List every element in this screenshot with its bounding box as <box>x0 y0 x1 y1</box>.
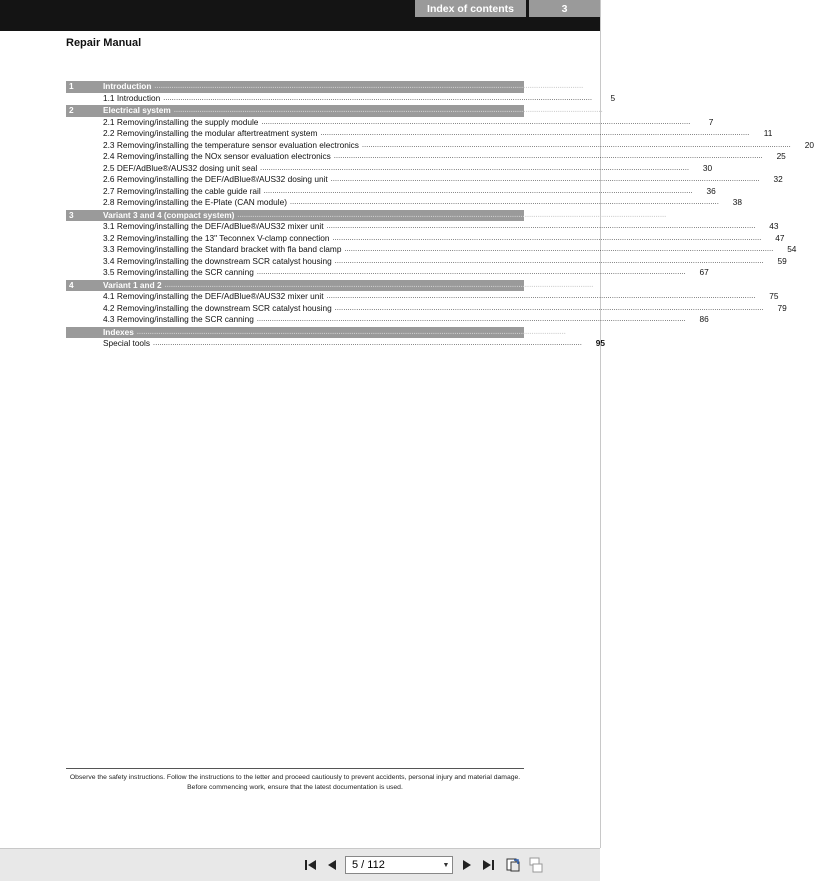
toc-dot-leader: ........................................................................................................................................................................................................ <box>256 269 686 276</box>
toc-page-number: 32 <box>773 174 783 184</box>
toc-entry-title: 2.1 Removing/installing the supply module <box>103 116 259 127</box>
toc-entry-title: 2.7 Removing/installing the cable guide rail <box>103 185 261 196</box>
toc-page-number: 43 <box>680 209 690 220</box>
toc-entry-row[interactable] <box>66 116 714 129</box>
toc-entry-row[interactable] <box>66 314 709 326</box>
toc-chapter-number: 4 <box>69 279 74 290</box>
toc-page-number: 11 <box>763 128 773 138</box>
toc-entry-title: 1.1 Introduction <box>103 92 161 103</box>
toc-page-number: 86 <box>699 314 709 324</box>
toc-page-number: 47 <box>775 232 785 243</box>
page-indicator: 5 / 112 <box>352 859 385 871</box>
last-page-icon[interactable] <box>480 857 496 873</box>
toc-dot-leader: ........................................................................................................................................................................................................ <box>334 304 764 312</box>
toc-entry-title: Special tools <box>103 338 151 348</box>
toc-chapter-row[interactable] <box>66 104 626 117</box>
toc-page-number: 5 <box>601 81 607 91</box>
toc-page-number: 43 <box>769 221 779 231</box>
toc-chapter-row[interactable] <box>66 209 690 222</box>
toc-page-number: 67 <box>699 267 709 277</box>
toc-dot-leader: ........................................................................................................................................................................................................ <box>320 130 750 137</box>
toc-dot-leader: ........................................................................................................................................................................................................ <box>263 187 693 195</box>
fit-page-icon[interactable] <box>505 857 521 873</box>
toc-entry-row[interactable] <box>66 291 779 303</box>
toc-dot-leader: ........................................................................................................................................................................................................ <box>260 164 690 172</box>
page-number: 3 <box>529 0 600 17</box>
toc-entry-title: Variant 1 and 2 <box>103 279 162 290</box>
toc-entry-row[interactable] <box>66 221 779 233</box>
toc-entry-title: 4.1 Removing/installing the DEF/AdBlue®/AUS32 mixer unit <box>103 291 324 301</box>
toc-entry-title: 4.2 Removing/installing the downstream SCR catalyst housing <box>103 302 332 313</box>
page-selector[interactable] <box>345 856 453 874</box>
toc-page-number: 5 <box>610 92 616 103</box>
toc-dot-leader: ........................................................................................................................................................................................................ <box>290 199 719 206</box>
toc-dot-leader: ........................................................................................................................................................................................................ <box>334 257 764 265</box>
toc-entry-row[interactable] <box>66 267 709 279</box>
toc-dot-leader: ........................................................................................................................................................................................................ <box>256 316 686 323</box>
toc-chapter-row[interactable] <box>66 326 589 339</box>
toc-entry-row[interactable] <box>66 185 716 198</box>
section-title: Index of contents <box>415 0 526 17</box>
toc-dot-leader: ........................................................................................................................................................................................................ <box>330 176 760 183</box>
continuous-view-icon[interactable] <box>528 857 544 873</box>
toc-entry-row[interactable] <box>66 174 783 186</box>
table-of-contents <box>66 80 814 350</box>
toc-entry-title: 2.3 Removing/installing the temperature sensor evaluation electronics <box>103 139 359 150</box>
toc-entry-title: Electrical system <box>103 105 171 115</box>
toc-entry-title: 3.5 Removing/installing the SCR canning <box>103 267 254 277</box>
toc-entry-title: 4.3 Removing/installing the SCR canning <box>103 314 254 324</box>
footer-divider <box>66 768 524 769</box>
toc-dot-leader: ........................................................................................................................................................................................................ <box>153 340 583 347</box>
toc-page-number: 36 <box>706 185 716 196</box>
toc-dot-leader: ........................................................................................................................................................................................................ <box>163 94 593 102</box>
toc-chapter-number: 3 <box>69 209 74 220</box>
toc-dot-leader: ........................................................................................................................................................................................................ <box>136 328 566 336</box>
toc-chapter-number: 1 <box>69 81 74 91</box>
toc-entry-title: 2.5 DEF/AdBlue®/AUS32 dosing unit seal <box>103 162 258 173</box>
toc-entry-title: Introduction <box>103 81 152 91</box>
toc-page-number: 95 <box>595 338 606 348</box>
toc-entry-row[interactable] <box>66 162 713 175</box>
toc-page-number: 7 <box>621 105 626 115</box>
toc-entry-title: 3.1 Removing/installing the DEF/AdBlue®/AUS32 mixer unit <box>103 221 324 231</box>
first-page-icon[interactable] <box>303 857 319 873</box>
toc-dot-leader: ........................................................................................................................................................................................................ <box>326 293 756 300</box>
pdf-viewer-toolbar <box>0 848 600 881</box>
toc-entry-row[interactable] <box>66 139 814 152</box>
toc-entry-row[interactable] <box>66 232 785 245</box>
toc-entry-row[interactable] <box>66 128 773 140</box>
toc-dot-leader: ........................................................................................................................................................................................................ <box>333 153 763 160</box>
toc-dot-leader: ........................................................................................................................................................................................................ <box>326 223 756 230</box>
toc-page-number: 75 <box>607 279 617 290</box>
toc-page-number: 38 <box>732 197 742 207</box>
toc-entry-title: 3.3 Removing/installing the Standard bracket with fla band clamp <box>103 244 342 254</box>
toc-dot-leader: ........................................................................................................................................................................................................ <box>173 107 603 114</box>
toc-entry-row[interactable] <box>66 151 786 163</box>
toc-dot-leader: ........................................................................................................................................................................................................ <box>237 211 667 219</box>
toc-entry-row[interactable] <box>66 92 616 105</box>
toc-entry-row[interactable] <box>66 197 742 209</box>
safety-note: Observe the safety instructions. Follow the instructions to the letter and proceed cautiously to prevent accidents, personal injury and material damage. Before commencing work, ensure that the latest documentation is used. <box>69 774 521 791</box>
toc-chapter-number: 2 <box>69 105 74 115</box>
toc-entry-title: 2.8 Removing/installing the E-Plate (CAN module) <box>103 197 287 207</box>
chevron-down-icon[interactable]: ▼ <box>442 861 450 869</box>
toc-entry-row[interactable] <box>66 255 787 268</box>
toc-entry-row[interactable] <box>66 338 606 350</box>
document-title: Repair Manual <box>66 37 142 49</box>
toc-entry-row[interactable] <box>66 244 797 256</box>
toc-page-number: 20 <box>804 139 814 150</box>
toc-page-number: 54 <box>787 244 797 254</box>
toc-dot-leader: ........................................................................................................................................................................................................ <box>344 246 774 253</box>
toc-entry-title: 2.4 Removing/installing the NOx sensor evaluation electronics <box>103 151 331 161</box>
toc-entry-title: 2.6 Removing/installing the DEF/AdBlue®/AUS32 dosing unit <box>103 174 328 184</box>
toc-page-number: 75 <box>769 291 779 301</box>
header-bar <box>0 0 600 31</box>
next-page-icon[interactable] <box>459 857 475 873</box>
toc-page-number: 30 <box>702 162 713 173</box>
toc-chapter-row[interactable] <box>66 80 607 93</box>
toc-dot-leader: ........................................................................................................................................................................................................ <box>361 141 791 149</box>
toc-page-number: 59 <box>777 255 787 266</box>
previous-page-icon[interactable] <box>324 857 340 873</box>
toc-entry-title: 3.2 Removing/installing the 13" Teconnex V-clamp connection <box>103 232 330 243</box>
toc-entry-title: 2.2 Removing/installing the modular aftertreatment system <box>103 128 318 138</box>
toc-page-number: 79 <box>777 302 787 313</box>
toc-entry-title: 3.4 Removing/installing the downstream SCR catalyst housing <box>103 255 332 266</box>
toc-dot-leader: ........................................................................................................................................................................................................ <box>154 83 584 90</box>
toc-entry-row[interactable] <box>66 302 787 315</box>
toc-entry-title: Indexes <box>103 326 134 337</box>
toc-chapter-row[interactable] <box>66 279 617 292</box>
toc-page-number: 7 <box>708 116 714 127</box>
toc-dot-leader: ........................................................................................................................................................................................................ <box>332 234 762 242</box>
toc-page-number: 95 <box>579 326 589 337</box>
toc-page-number: 25 <box>776 151 786 161</box>
toc-dot-leader: ........................................................................................................................................................................................................ <box>164 281 594 289</box>
toc-entry-title: Variant 3 and 4 (compact system) <box>103 209 235 220</box>
toc-dot-leader: ........................................................................................................................................................................................................ <box>261 118 691 126</box>
